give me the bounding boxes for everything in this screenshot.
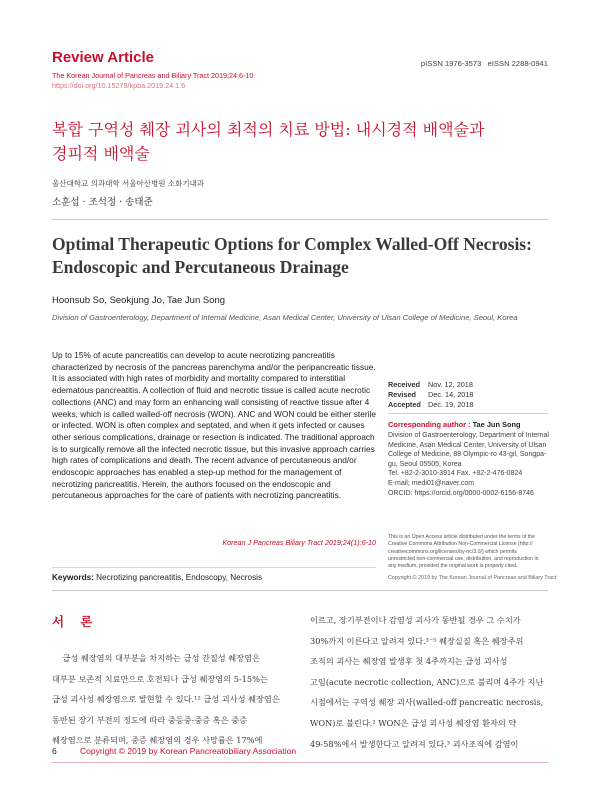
- korean-authors: 소훈섭 · 조석정 · 송태준: [52, 197, 153, 208]
- footer-divider: [52, 762, 548, 763]
- divider: [52, 590, 548, 591]
- license-line: This is an Open Access article distributed under the terms of the: [388, 534, 536, 540]
- body-line: 고임(acute necrotic collection, ANC)으로 불리며 4주가 지난: [310, 676, 544, 687]
- license-line: creativecommons.org/licenses/by-nc/3.0/) which permits: [388, 548, 517, 555]
- corr-line: Medicine, Asan Medical Center, University of Ulsan: [388, 441, 547, 449]
- english-title-line-2: Endoscopic and Percutaneous Drainage: [52, 257, 349, 277]
- corr-orcid[interactable]: ORCID: https://orcid.org/0000-0002-6156-8746: [388, 489, 534, 497]
- body-line: 급성 괴사성 췌장염으로 발현할 수 있다.¹² 급성 괴사성 췌장염은: [52, 694, 280, 705]
- corr-email[interactable]: E-mail; medi01@naver.com: [388, 479, 475, 487]
- corresponding-author-heading: [388, 420, 520, 429]
- abstract-citation: Korean J Pancreas Biliary Tract 2019;24(1):6-10: [222, 538, 376, 547]
- section-heading-introduction: 서 론: [52, 614, 99, 629]
- corr-line: gu, Seoul 05505, Korea: [388, 460, 462, 468]
- keywords-label: Keywords:: [52, 573, 97, 582]
- sidebar-copyright: Copyright © 2019 by The Korean Journal of Pancreas and Biliary Tract: [388, 575, 557, 581]
- revised-label: Revised: [388, 390, 416, 399]
- body-line: 49-58%에서 발생한다고 알려져 있다.³ 괴사조직에 감염이: [310, 738, 519, 749]
- english-title-line-1: Optimal Therapeutic Options for Complex Walled-Off Necrosis:: [52, 234, 532, 254]
- history-revised: [388, 390, 473, 400]
- english-authors: Hoonsub So, Seokjung Jo, Tae Jun Song: [52, 295, 226, 306]
- footer-copyright: Copyright © 2019 by Korean Pancreatobiliary Association: [80, 746, 297, 756]
- body-column-left: [52, 648, 294, 751]
- received-label: Received: [388, 380, 421, 389]
- body-column-right: [310, 610, 552, 754]
- license-line: Creative Commons Attribution Non-Commercial License (http://: [388, 541, 533, 548]
- journal-citation-line: The Korean Journal of Pancreas and Biliary Tract 2019;24:6-10: [52, 71, 254, 80]
- issn-info: pISSN 1976-3573 eISSN 2288-0941: [420, 59, 548, 68]
- divider: [52, 219, 548, 220]
- doi-link[interactable]: https://doi.org/10.15279/kpba.2019.24.1.6: [52, 81, 186, 90]
- body-line: 조직의 괴사는 췌장염 발생후 첫 4주까지는 급성 괴사성: [310, 656, 508, 667]
- english-affiliation: Division of Gastroenterology, Department of Internal Medicine, Asan Medical Center, University of Ulsan College of Medicine, Seoul, Korea: [52, 313, 518, 322]
- sidebar-divider: [388, 413, 548, 414]
- keywords: [52, 573, 262, 582]
- corr-line: College of Medicine, 88 Olympic-ro 43-gil, Songpa-: [388, 451, 547, 459]
- revised-date: Dec. 14, 2018: [428, 390, 474, 399]
- license-notice: [388, 534, 553, 570]
- body-line: 급성 췌장염의 대부분을 차지하는 급성 간질성 췌장염은: [52, 653, 260, 663]
- corresponding-address: [388, 431, 553, 498]
- license-line: any medium, provided the original work is properly cited.: [388, 563, 518, 570]
- page-number: 6: [52, 746, 57, 756]
- divider: [52, 567, 376, 568]
- abstract-text: Up to 15% of acute pancreatitis can develop to acute necrotizing pancreatitis characterized by necrosis of the pancreas parenchyma and/or the peripancreatic tissue. It is associated with high rates of morbidity and mortality compared to interstitial edematous pancreatitis. A collection of fluid and necrotic tissue is called acute necrotic collections (ANC) and may form an enhancing wall consisting of reactive tissue after 4 weeks, which is called walled-off necrosis (WON). ANC and WON could be either sterile or infected. WON is often complex and septated, and when it gets infected or causes other serious complications, drainage or resection is indicated. The traditional approach is to surgically remove all the infected necrotic tissue, but this invasive approach carries high rates of complications and death. The recent advance of percutaneous and/or endoscopic approaches has enabled a step-up method for the management of necrotizing pancreatitis. Herein, the authors focused on the endoscopic and percutaneous approaches for the care of patients with necrotizing pancreatitis.: [52, 350, 376, 501]
- body-line: 대부분 보존적 치료만으로 호전되나 급성 췌장염의 5-15%는: [52, 673, 268, 684]
- korean-title-line-2: 경피적 배액술: [52, 144, 150, 163]
- korean-affiliation: 울산대학교 의과대학 서울아산병원 소화기내과: [52, 179, 205, 188]
- accepted-date: Dec. 19, 2018: [428, 400, 474, 409]
- accepted-label: Accepted: [388, 400, 421, 409]
- received-date: Nov. 12, 2018: [428, 380, 473, 389]
- history-received: [388, 380, 473, 390]
- body-line: 췌장염으로 분류되며, 중증 췌장염의 경우 사망률은 17%에: [52, 735, 263, 746]
- corresponding-label: Corresponding author :: [388, 420, 473, 429]
- keywords-text: Necrotizing pancreatitis, Endoscopy, Necrosis: [96, 573, 263, 582]
- body-line: 시점에서는 구역성 췌장 괴사(walled-off pancreatic necrosis,: [310, 697, 544, 708]
- corr-phone: Tel. +82-2-3010-3914 Fax. +82-2-476-0824: [388, 470, 523, 478]
- article-history: [388, 380, 473, 410]
- body-line: WON)로 불린다.² WON은 급성 괴사성 췌장염 환자의 약: [310, 717, 517, 728]
- korean-title-line-1: 복합 구역성 췌장 괴사의 최적의 치료 방법: 내시경적 배액술과: [52, 120, 485, 139]
- english-title: [52, 233, 552, 279]
- korean-title: [52, 118, 552, 166]
- corr-line: Division of Gastroenterology, Department of Internal: [388, 432, 549, 439]
- article-type-label: Review Article: [52, 49, 154, 66]
- body-line: 동반된 장기 부전의 정도에 따라 중등중-중증 혹은 중증: [52, 714, 247, 725]
- license-line: unrestricted non-commercial use, distribution, and reproduction in: [388, 555, 539, 562]
- body-line: 이르고, 장기부전이나 감염성 괴사가 동반될 경우 그 수치가: [310, 615, 521, 625]
- history-accepted: [388, 400, 473, 410]
- body-line: 30%까지 이른다고 알려져 있다.³⁻⁵ 췌장실질 혹은 췌장주위: [310, 635, 524, 646]
- corresponding-name: Tae Jun Song: [472, 420, 521, 429]
